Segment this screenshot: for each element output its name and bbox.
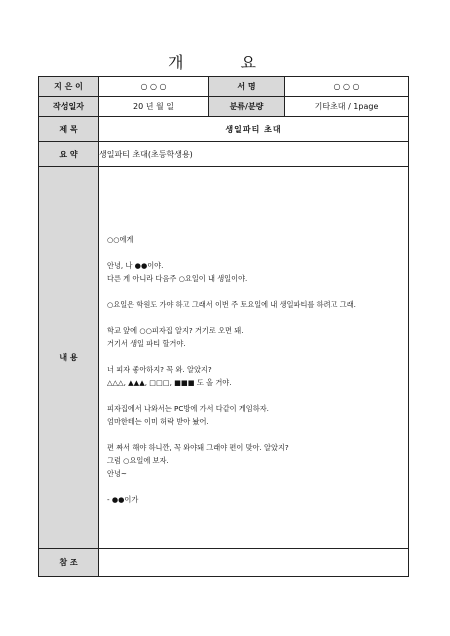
row-subject — [39, 117, 409, 142]
subject-label: 제 목 — [39, 117, 99, 142]
letter-line: 거기서 생일 파티 할거야. — [107, 339, 186, 348]
letter-line: - ●●이가 — [107, 495, 139, 504]
letter-line: 엄마한테는 이미 허락 받아 놨어. — [107, 417, 209, 426]
row-author — [39, 77, 409, 97]
form-table — [38, 76, 409, 577]
row-reference — [39, 549, 409, 577]
letter-blank-line — [107, 428, 400, 441]
author-value: ○ ○ ○ — [99, 77, 209, 97]
subject-value: 생일파티 초대 — [99, 117, 409, 142]
letter-line: 너 피자 좋아하지? 꼭 와. 알았지? — [107, 365, 212, 374]
letter-line: ○요일은 학원도 가야 하고 그래서 이번 주 토요일에 내 생일파티를 하려고 그래. — [107, 300, 356, 309]
letter-line: 그럼 ○요일에 보자. — [107, 456, 169, 465]
content-label: 내 용 — [39, 167, 99, 549]
row-summary — [39, 142, 409, 167]
document-title: 개 요 — [168, 53, 282, 72]
reference-value — [99, 549, 409, 577]
signature-value: ○ ○ ○ — [285, 77, 409, 97]
category-value: 기타초대 / 1page — [285, 97, 409, 117]
letter-line: 안녕~ — [107, 469, 127, 478]
content-body — [99, 167, 409, 549]
date-label: 작성일자 — [39, 97, 99, 117]
letter-line: △△△, ▲▲▲, □□□, ■■■ 도 올 거야. — [107, 378, 232, 387]
letter-blank-line — [107, 246, 400, 259]
letter-text — [99, 209, 408, 506]
letter-line: 편 짜서 해야 하니깐, 꼭 와야돼 그래야 편이 맞아. 알았지? — [107, 443, 289, 452]
letter-line: ○○에게 — [107, 235, 134, 244]
letter-line: 다른 게 아니라 다음주 ○요일이 내 생일이야. — [107, 274, 248, 283]
letter-line: 안녕, 나 ●●이야. — [107, 261, 164, 270]
row-content — [39, 167, 409, 549]
letter-blank-line — [107, 350, 400, 363]
author-label: 지 은 이 — [39, 77, 99, 97]
letter-blank-line — [107, 389, 400, 402]
letter-blank-line — [107, 311, 400, 324]
reference-label: 참 조 — [39, 549, 99, 577]
letter-line: 학교 앞에 ○○피자집 알지? 거기로 오면 돼. — [107, 326, 244, 335]
letter-line: 피자집에서 나와서는 PC방에 가서 다같이 게임하자. — [107, 404, 269, 413]
letter-blank-line — [107, 285, 400, 298]
letter-blank-line — [107, 480, 400, 493]
category-label: 분류/분량 — [209, 97, 285, 117]
signature-label: 서 명 — [209, 77, 285, 97]
summary-value: 생일파티 초대(초등학생용) — [99, 142, 409, 167]
summary-label: 요 약 — [39, 142, 99, 167]
row-date — [39, 97, 409, 117]
date-value: 20 년 월 일 — [99, 97, 209, 117]
